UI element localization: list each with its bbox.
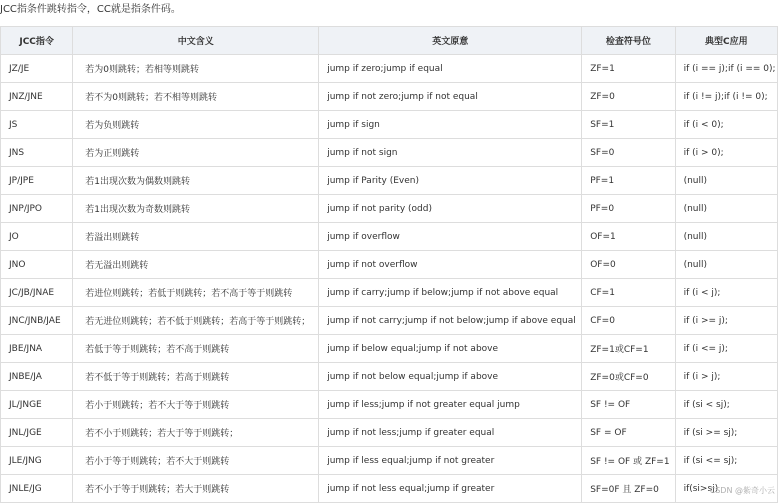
table-header — [1, 27, 778, 55]
table-row — [1, 83, 778, 111]
cell-english-meaning: jump if sign — [319, 111, 582, 139]
header-row — [1, 27, 778, 55]
cell-c-usage: (null) — [675, 223, 777, 251]
cell-instruction: JO — [1, 223, 73, 251]
cell-english-meaning: jump if not sign — [319, 139, 582, 167]
cell-instruction: JNP/JPO — [1, 195, 73, 223]
cell-chinese-meaning: 若不小于等于则跳转；若大于则跳转 — [73, 475, 319, 503]
cell-english-meaning: jump if less equal;jump if not greater — [319, 447, 582, 475]
table-row — [1, 195, 778, 223]
cell-chinese-meaning: 若溢出则跳转 — [73, 223, 319, 251]
cell-instruction: JBE/JNA — [1, 335, 73, 363]
cell-c-usage: if (si <= sj); — [675, 447, 777, 475]
table-row — [1, 111, 778, 139]
cell-flags: ZF=0或CF=0 — [582, 363, 675, 391]
cell-c-usage: if (i > 0); — [675, 139, 777, 167]
watermark: CSDN @紫奇小云 — [709, 486, 775, 495]
cell-chinese-meaning: 若低于等于则跳转；若不高于则跳转 — [73, 335, 319, 363]
cell-instruction: JNZ/JNE — [1, 83, 73, 111]
cell-english-meaning: jump if not overflow — [319, 251, 582, 279]
table-row — [1, 475, 778, 503]
cell-chinese-meaning: 若进位则跳转；若低于则跳转；若不高于等于则跳转 — [73, 279, 319, 307]
cell-flags: SF=0F 且 ZF=0 — [582, 475, 675, 503]
header-chinese-meaning: 中文含义 — [73, 27, 319, 55]
cell-flags: ZF=1 — [582, 55, 675, 83]
cell-flags: SF = OF — [582, 419, 675, 447]
cell-english-meaning: jump if not parity (odd) — [319, 195, 582, 223]
cell-english-meaning: jump if zero;jump if equal — [319, 55, 582, 83]
cell-flags: OF=1 — [582, 223, 675, 251]
cell-flags: PF=1 — [582, 167, 675, 195]
cell-chinese-meaning: 若不小于则跳转；若大于等于则跳转； — [73, 419, 319, 447]
cell-c-usage: if (si < sj); — [675, 391, 777, 419]
cell-c-usage: (null) — [675, 195, 777, 223]
cell-chinese-meaning: 若无溢出则跳转 — [73, 251, 319, 279]
cell-chinese-meaning: 若不为0则跳转；若不相等则跳转 — [73, 83, 319, 111]
header-flags: 检查符号位 — [582, 27, 675, 55]
cell-chinese-meaning: 若不低于等于则跳转；若高于则跳转 — [73, 363, 319, 391]
cell-flags: SF=1 — [582, 111, 675, 139]
cell-english-meaning: jump if not carry;jump if not below;jump if above equal — [319, 307, 582, 335]
cell-flags: OF=0 — [582, 251, 675, 279]
cell-flags: ZF=1或CF=1 — [582, 335, 675, 363]
cell-c-usage: if (i < 0); — [675, 111, 777, 139]
table-body — [1, 55, 778, 503]
cell-chinese-meaning: 若为负则跳转 — [73, 111, 319, 139]
cell-c-usage: if (i >= j); — [675, 307, 777, 335]
cell-c-usage: if (i != j);if (i != 0); — [675, 83, 777, 111]
cell-flags: CF=1 — [582, 279, 675, 307]
cell-instruction: JLE/JNG — [1, 447, 73, 475]
table-row — [1, 251, 778, 279]
cell-english-meaning: jump if not less;jump if greater equal — [319, 419, 582, 447]
intro-caption: JCC指条件跳转指令，CC就是指条件码。 — [0, 4, 181, 15]
cell-c-usage: if(si>sj) — [675, 475, 777, 503]
cell-english-meaning: jump if Parity (Even) — [319, 167, 582, 195]
cell-instruction: JNL/JGE — [1, 419, 73, 447]
cell-instruction: JNC/JNB/JAE — [1, 307, 73, 335]
cell-chinese-meaning: 若1出现次数为奇数则跳转 — [73, 195, 319, 223]
cell-english-meaning: jump if carry;jump if below;jump if not above equal — [319, 279, 582, 307]
cell-flags: SF != OF — [582, 391, 675, 419]
table-row — [1, 279, 778, 307]
table-row — [1, 335, 778, 363]
cell-chinese-meaning: 若为0则跳转；若相等则跳转 — [73, 55, 319, 83]
cell-english-meaning: jump if not less equal;jump if greater — [319, 475, 582, 503]
cell-c-usage: (null) — [675, 167, 777, 195]
cell-instruction: JP/JPE — [1, 167, 73, 195]
cell-c-usage: if (i < j); — [675, 279, 777, 307]
cell-english-meaning: jump if below equal;jump if not above — [319, 335, 582, 363]
cell-c-usage: (null) — [675, 251, 777, 279]
table-row — [1, 307, 778, 335]
cell-chinese-meaning: 若1出现次数为偶数则跳转 — [73, 167, 319, 195]
table-row — [1, 391, 778, 419]
table-row — [1, 55, 778, 83]
cell-instruction: JL/JNGE — [1, 391, 73, 419]
cell-english-meaning: jump if not zero;jump if not equal — [319, 83, 582, 111]
cell-instruction: JNBE/JA — [1, 363, 73, 391]
cell-chinese-meaning: 若小于则跳转；若不大于等于则跳转 — [73, 391, 319, 419]
cell-flags: SF=0 — [582, 139, 675, 167]
cell-c-usage: if (si >= sj); — [675, 419, 777, 447]
cell-english-meaning: jump if overflow — [319, 223, 582, 251]
header-c-usage: 典型C应用 — [675, 27, 777, 55]
jcc-instruction-table — [0, 26, 778, 503]
cell-chinese-meaning: 若无进位则跳转；若不低于则跳转；若高于等于则跳转； — [73, 307, 319, 335]
cell-instruction: JZ/JE — [1, 55, 73, 83]
cell-flags: SF != OF 或 ZF=1 — [582, 447, 675, 475]
table-row — [1, 139, 778, 167]
cell-english-meaning: jump if less;jump if not greater equal jump — [319, 391, 582, 419]
cell-instruction: JNO — [1, 251, 73, 279]
cell-chinese-meaning: 若为正则跳转 — [73, 139, 319, 167]
cell-instruction: JC/JB/JNAE — [1, 279, 73, 307]
cell-instruction: JNLE/JG — [1, 475, 73, 503]
header-jcc: JCC指令 — [1, 27, 73, 55]
cell-english-meaning: jump if not below equal;jump if above — [319, 363, 582, 391]
cell-flags: PF=0 — [582, 195, 675, 223]
cell-flags: CF=0 — [582, 307, 675, 335]
table-row — [1, 363, 778, 391]
cell-flags: ZF=0 — [582, 83, 675, 111]
table-row — [1, 167, 778, 195]
table-row — [1, 223, 778, 251]
header-english-meaning: 英文原意 — [319, 27, 582, 55]
cell-instruction: JNS — [1, 139, 73, 167]
cell-chinese-meaning: 若小于等于则跳转；若不大于则跳转 — [73, 447, 319, 475]
table-row — [1, 447, 778, 475]
cell-c-usage: if (i > j); — [675, 363, 777, 391]
cell-c-usage: if (i == j);if (i == 0); — [675, 55, 777, 83]
cell-instruction: JS — [1, 111, 73, 139]
table-row — [1, 419, 778, 447]
cell-c-usage: if (i <= j); — [675, 335, 777, 363]
